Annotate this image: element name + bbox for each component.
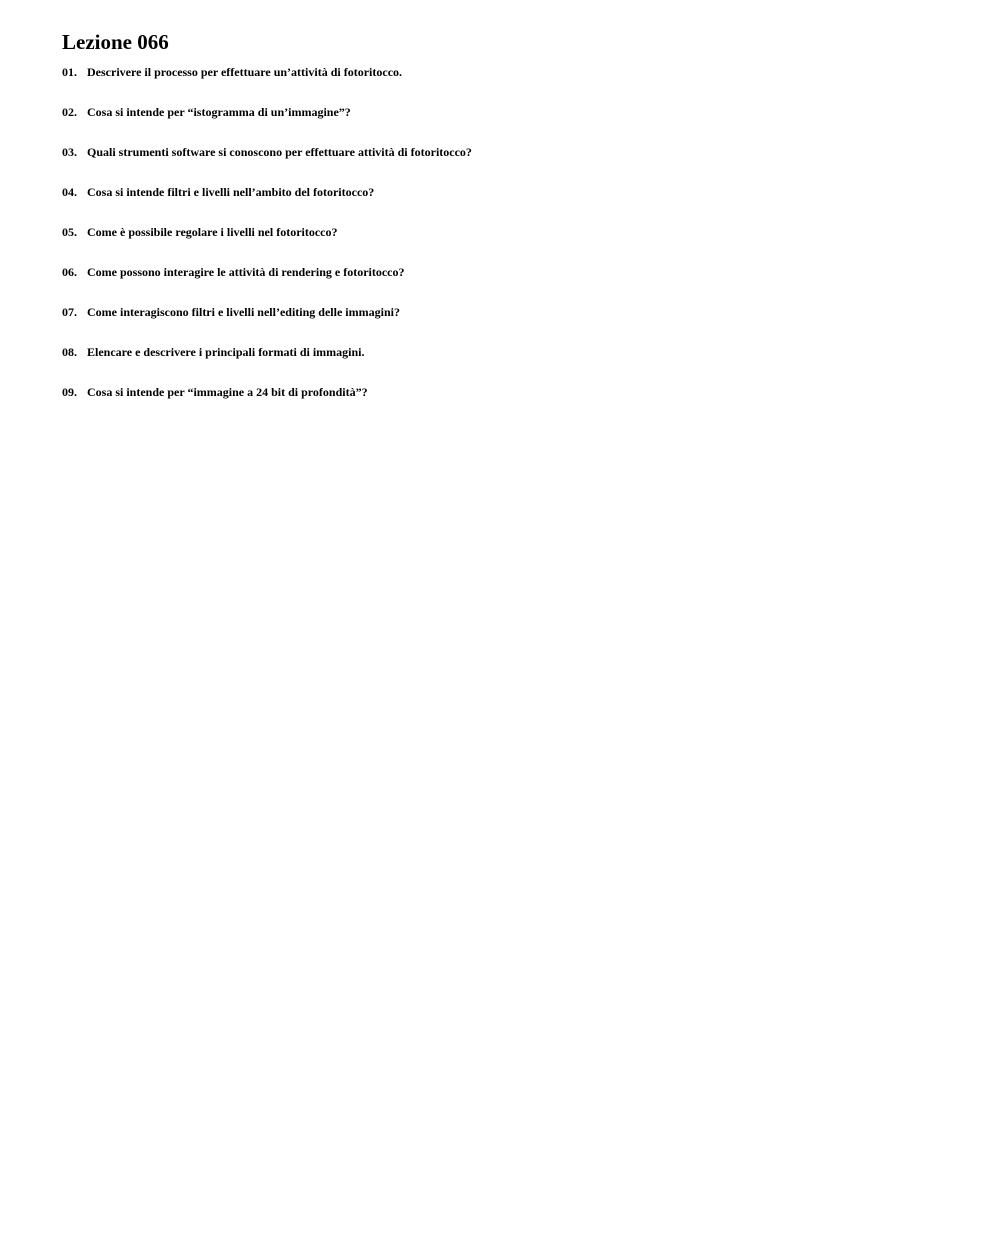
list-item-question-06 xyxy=(62,264,472,304)
list-item-question-03 xyxy=(62,144,472,184)
list-item-question-02 xyxy=(62,104,472,144)
question-text: Cosa si intende per “immagine a 24 bit di profondità”? xyxy=(87,385,368,399)
question-text: Come interagiscono filtri e livelli nell’editing delle immagini? xyxy=(87,305,400,319)
list-item-question-09 xyxy=(62,384,472,424)
question-text: Come è possibile regolare i livelli nel fotoritocco? xyxy=(87,225,338,239)
question-list xyxy=(62,64,472,424)
question-text: Quali strumenti software si conoscono per effettuare attività di fotoritocco? xyxy=(87,145,472,159)
question-number: 01. xyxy=(62,65,77,79)
question-number: 06. xyxy=(62,265,77,279)
list-item-question-07 xyxy=(62,304,472,344)
question-number: 07. xyxy=(62,305,77,319)
question-number: 08. xyxy=(62,345,77,359)
list-item-question-04 xyxy=(62,184,472,224)
question-text: Descrivere il processo per effettuare un’attività di fotoritocco. xyxy=(87,65,403,79)
question-number: 04. xyxy=(62,185,77,199)
list-item-question-01 xyxy=(62,64,472,104)
page-title: Lezione 066 xyxy=(62,30,169,54)
question-text: Elencare e descrivere i principali formati di immagini. xyxy=(87,345,365,359)
question-number: 05. xyxy=(62,225,77,239)
list-item-question-08 xyxy=(62,344,472,384)
list-item-question-05 xyxy=(62,224,472,264)
question-number: 03. xyxy=(62,145,77,159)
question-text: Come possono interagire le attività di rendering e fotoritocco? xyxy=(87,265,405,279)
question-number: 09. xyxy=(62,385,77,399)
question-text: Cosa si intende filtri e livelli nell’ambito del fotoritocco? xyxy=(87,185,375,199)
question-number: 02. xyxy=(62,105,77,119)
question-text: Cosa si intende per “istogramma di un’immagine”? xyxy=(87,105,351,119)
